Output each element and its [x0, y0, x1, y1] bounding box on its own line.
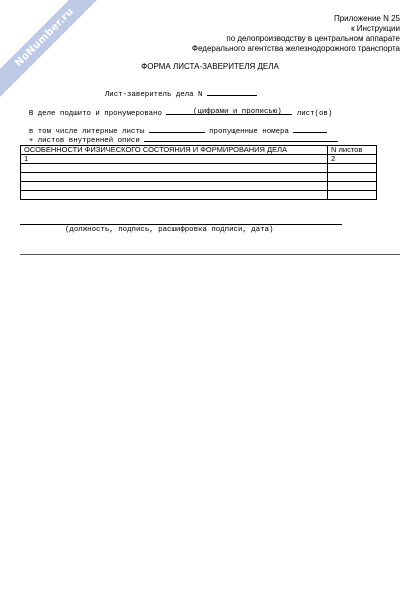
table-header-row: [21, 146, 377, 155]
case-count-line: [20, 99, 332, 118]
table-cell[interactable]: [21, 182, 328, 191]
signature-caption: (должность, подпись, расшифровка подписи, дата): [65, 226, 274, 234]
sheet-label: Лист-заверитель дела N: [104, 91, 203, 99]
table-row: [21, 164, 377, 173]
sheet-number-line: [96, 80, 257, 99]
sheet-number-field[interactable]: [207, 88, 257, 96]
table-cell[interactable]: [328, 182, 377, 191]
table-numbering-row: [21, 155, 377, 164]
appendix-number: Приложение N 25: [333, 14, 400, 23]
form-title: ФОРМА ЛИСТА-ЗАВЕРИТЕЛЯ ДЕЛА: [141, 62, 279, 71]
missing-numbers-label: пропущенные номера: [209, 128, 289, 136]
header-features: ОСОБЕННОСТИ ФИЗИЧЕСКОГО СОСТОЯНИЯ И ФОРМИРОВАНИЯ ДЕЛА: [21, 146, 328, 155]
table-row: [21, 182, 377, 191]
appendix-agency: Федерального агентства железнодорожного транспорта: [191, 44, 400, 53]
appendix-scope: по делопроизводству в центральном аппарате: [226, 34, 400, 43]
table-cell[interactable]: [21, 164, 328, 173]
inventory-label: + листов внутренней описи: [28, 137, 140, 145]
case-count-label: В деле подшито и пронумеровано: [28, 110, 162, 118]
numbering-col-2: 2: [328, 155, 377, 164]
table-row: [21, 173, 377, 182]
watermark-ribbon: NoNumber.ru: [0, 0, 105, 98]
table-cell[interactable]: [21, 173, 328, 182]
table-cell[interactable]: [328, 191, 377, 200]
appendix-header: [192, 14, 400, 54]
case-count-unit: лист(ов): [296, 110, 333, 118]
inventory-line: [20, 126, 338, 145]
header-sheet-count: N листов: [328, 146, 377, 155]
digits-caption: (цифрами и прописью): [193, 108, 282, 116]
numbering-col-1: 1: [21, 155, 328, 164]
literal-sheets-label: в том числе литерные листы: [28, 128, 145, 136]
inventory-field[interactable]: [144, 134, 338, 142]
signature-line[interactable]: [20, 224, 342, 225]
table-cell[interactable]: [328, 173, 377, 182]
table-cell[interactable]: [328, 164, 377, 173]
page-divider: [20, 254, 400, 255]
appendix-instruction: к Инструкции: [351, 24, 400, 33]
condition-table: [20, 145, 377, 200]
table-cell[interactable]: [21, 191, 328, 200]
table-row: [21, 191, 377, 200]
